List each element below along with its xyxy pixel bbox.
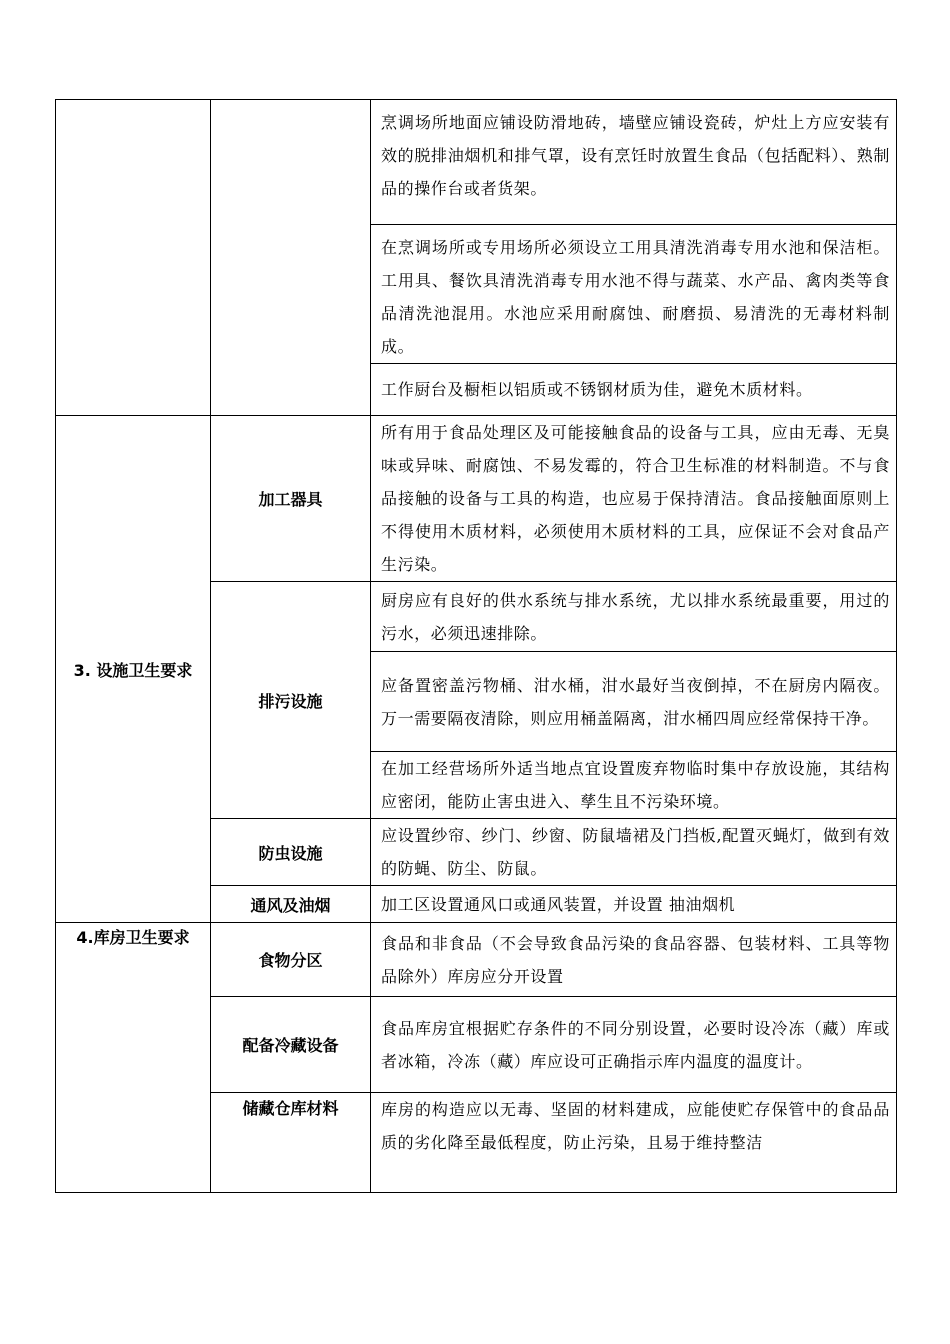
table-row [56,100,897,225]
content-cell: 在加工经营场所外适当地点宜设置废弃物临时集中存放设施，其结构应密闭，能防止害虫进入、孳生且不污染环境。 [371,752,897,819]
content-text: 烹调场所地面应铺设防滑地砖，墙壁应铺设瓷砖，炉灶上方应安装有效的脱排油烟机和排气罩，设有烹饪时放置生食品（包括配料）、熟制品的操作台或者货架。 [381,113,890,198]
content-cell: 应设置纱帘、纱门、纱窗、防鼠墙裙及门挡板,配置灭蝇灯，做到有效的防蝇、防尘、防鼠。 [371,819,897,886]
table-row [56,923,897,997]
content-cell: 加工区设置通风口或通风装置，并设置 抽油烟机 [371,886,897,923]
content-cell: 食品库房宜根据贮存条件的不同分别设置，必要时设冷冻（藏）库或者冰箱，冷冻（藏）库应设可正确指示库内温度的温度计。 [371,997,897,1093]
content-cell [371,225,897,364]
content-cell: 应备置密盖污物桶、泔水桶，泔水最好当夜倒掉，不在厨房内隔夜。万一需要隔夜清除，则应用桶盖隔离，泔水桶四周应经常保持干净。 [371,652,897,752]
item-name: 加工器具 [211,416,371,582]
item-name [211,1093,371,1193]
requirements-table [55,99,897,1193]
section-title-text: 4.库房卫生要求 [76,928,190,947]
section-cell [56,100,211,416]
item-name: 通风及油烟 [211,886,371,923]
table-row [56,416,897,582]
section-title-storage [56,923,211,1193]
section-title-facilities: 3. 设施卫生要求 [56,416,211,923]
item-cell [211,100,371,416]
item-name: 防虫设施 [211,819,371,886]
item-name: 配备冷藏设备 [211,997,371,1093]
content-text: 在烹调场所或专用场所必须设立工用具清洗消毒专用水池和保洁柜。工用具、餐饮具清洗消毒专用水池不得与蔬菜、水产品、禽肉类等食品清洗池混用。水池应采用耐腐蚀、耐磨损、易清洗的无毒材料制成。 [381,238,890,356]
content-cell: 所有用于食品处理区及可能接触食品的设备与工具，应由无毒、无臭味或异味、耐腐蚀、不易发霉的，符合卫生标准的材料制造。不与食品接触的设备与工具的构造，也应易于保持清洁。食品接触面原则上不得使用木质材料，必须使用木质材料的工具，应保证不会对食品产生污染。 [371,416,897,582]
content-cell: 库房的构造应以无毒、坚固的材料建成，应能使贮存保管中的食品品质的劣化降至最低程度，防止污染，且易于维持整洁 [371,1093,897,1193]
content-cell [371,100,897,225]
item-name: 食物分区 [211,923,371,997]
item-name-text: 储藏仓库材料 [242,1099,339,1118]
content-cell: 食品和非食品（不会导致食品污染的食品容器、包装材料、工具等物品除外）库房应分开设置 [371,923,897,997]
content-cell: 工作厨台及橱柜以铝质或不锈钢材质为佳，避免木质材料。 [371,364,897,416]
item-name: 排污设施 [211,582,371,819]
content-cell: 厨房应有良好的供水系统与排水系统，尤以排水系统最重要，用过的污水，必须迅速排除。 [371,582,897,652]
